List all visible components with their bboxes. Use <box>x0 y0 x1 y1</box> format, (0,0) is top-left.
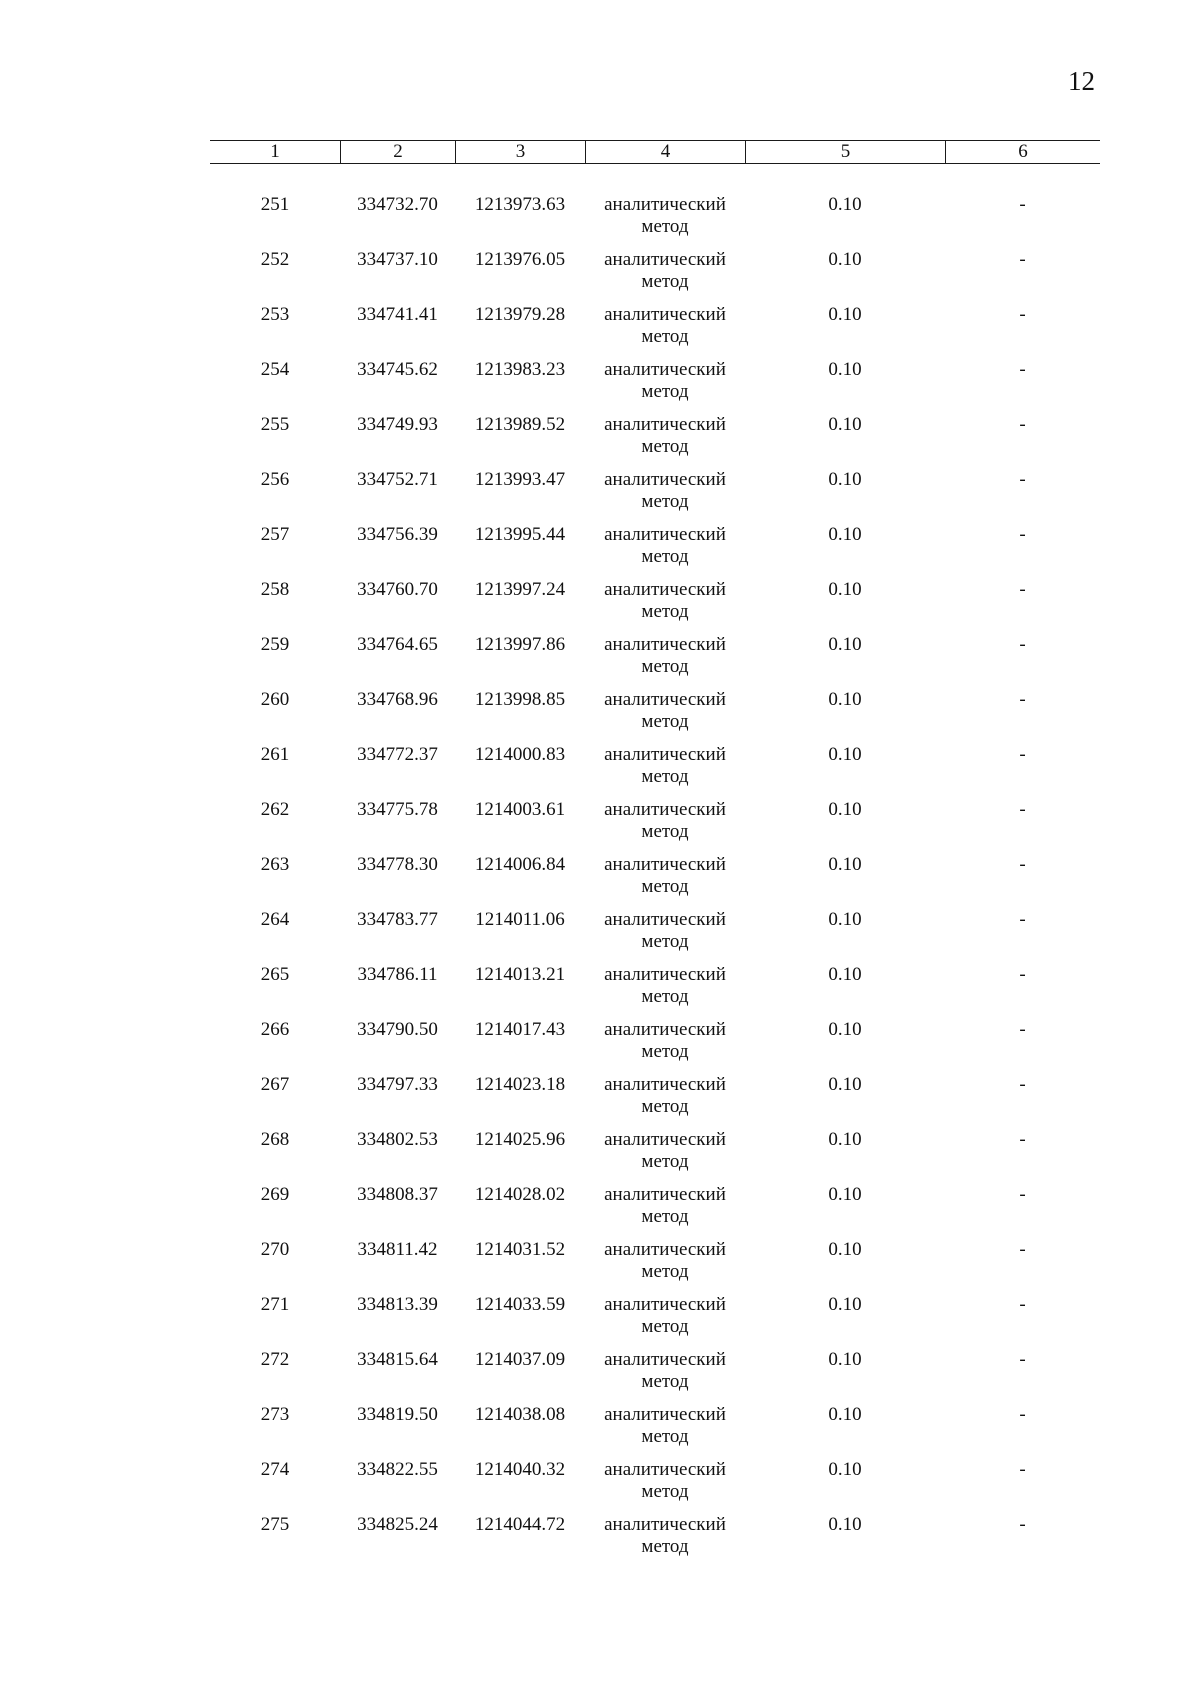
method-cell <box>585 689 745 733</box>
note-cell: - <box>1019 194 1026 215</box>
method-line-1: аналитический <box>604 1184 726 1205</box>
method-line-1: аналитический <box>604 304 726 325</box>
method-line-1: аналитический <box>604 964 726 985</box>
table-row <box>210 854 1100 909</box>
accuracy-value: 0.10 <box>828 1184 862 1205</box>
column-header-3: 3 <box>455 141 585 163</box>
table-row <box>210 359 1100 414</box>
method-line-1: аналитический <box>604 1514 726 1535</box>
table-row <box>210 799 1100 854</box>
accuracy-value: 0.10 <box>828 524 862 545</box>
method-cell <box>585 359 745 403</box>
coordinate-y: 1214003.61 <box>474 799 566 820</box>
coordinate-y: 1213983.23 <box>474 359 566 380</box>
table-row <box>210 1459 1100 1514</box>
table-row <box>210 744 1100 799</box>
method-line-1: аналитический <box>604 799 726 820</box>
coordinate-x: 334778.30 <box>357 854 438 875</box>
method-cell <box>585 469 745 513</box>
accuracy-value: 0.10 <box>828 854 862 875</box>
method-cell <box>585 1019 745 1063</box>
accuracy-value: 0.10 <box>828 1294 862 1315</box>
coordinate-x: 334732.70 <box>357 194 438 215</box>
row-number: 270 <box>260 1239 290 1260</box>
method-line-1: аналитический <box>604 689 726 710</box>
row-number: 269 <box>260 1184 290 1205</box>
note-cell: - <box>1019 1019 1026 1040</box>
row-number: 252 <box>260 249 290 270</box>
coordinate-y: 1214037.09 <box>474 1349 566 1370</box>
row-number: 256 <box>260 469 290 490</box>
method-line-2: метод <box>641 931 689 952</box>
table-row <box>210 964 1100 1019</box>
method-line-2: метод <box>641 1481 689 1502</box>
column-header-5: 5 <box>745 141 945 163</box>
coordinate-y: 1213993.47 <box>474 469 566 490</box>
coordinate-y: 1214023.18 <box>474 1074 566 1095</box>
method-line-2: метод <box>641 1316 689 1337</box>
column-header-6: 6 <box>945 141 1100 163</box>
method-line-2: метод <box>641 1096 689 1117</box>
note-cell: - <box>1019 1184 1026 1205</box>
method-line-2: метод <box>641 1151 689 1172</box>
row-number: 251 <box>260 194 290 215</box>
method-line-1: аналитический <box>604 469 726 490</box>
note-cell: - <box>1019 304 1026 325</box>
page-number: 12 <box>1068 66 1095 96</box>
coordinate-y: 1213973.63 <box>474 194 566 215</box>
coordinate-x: 334786.11 <box>357 964 438 985</box>
coordinate-y: 1213979.28 <box>474 304 566 325</box>
coordinate-x: 334802.53 <box>357 1129 438 1150</box>
method-cell <box>585 799 745 843</box>
row-number: 264 <box>260 909 290 930</box>
method-cell <box>585 194 745 238</box>
method-line-2: метод <box>641 1371 689 1392</box>
note-cell: - <box>1019 524 1026 545</box>
row-number: 261 <box>260 744 290 765</box>
coordinate-x: 334790.50 <box>357 1019 438 1040</box>
table-row <box>210 689 1100 744</box>
accuracy-value: 0.10 <box>828 634 862 655</box>
method-line-1: аналитический <box>604 1294 726 1315</box>
coordinate-x: 334815.64 <box>357 1349 438 1370</box>
table-row <box>210 1514 1100 1569</box>
method-line-1: аналитический <box>604 1404 726 1425</box>
accuracy-value: 0.10 <box>828 304 862 325</box>
coordinate-y: 1214013.21 <box>474 964 566 985</box>
note-cell: - <box>1019 964 1026 985</box>
table-header <box>210 140 1100 164</box>
method-line-1: аналитический <box>604 359 726 380</box>
row-number: 268 <box>260 1129 290 1150</box>
method-line-2: метод <box>641 546 689 567</box>
table-row <box>210 304 1100 359</box>
row-number: 255 <box>260 414 290 435</box>
method-line-1: аналитический <box>604 1074 726 1095</box>
method-cell <box>585 414 745 458</box>
row-number: 271 <box>260 1294 290 1315</box>
coordinate-x: 334819.50 <box>357 1404 438 1425</box>
accuracy-value: 0.10 <box>828 194 862 215</box>
method-cell <box>585 1239 745 1283</box>
method-line-1: аналитический <box>604 744 726 765</box>
method-line-1: аналитический <box>604 524 726 545</box>
method-line-2: метод <box>641 1041 689 1062</box>
method-cell <box>585 1349 745 1393</box>
method-cell <box>585 854 745 898</box>
method-line-1: аналитический <box>604 194 726 215</box>
table-row <box>210 634 1100 689</box>
row-number: 253 <box>260 304 290 325</box>
note-cell: - <box>1019 634 1026 655</box>
method-cell <box>585 579 745 623</box>
table-row <box>210 1349 1100 1404</box>
accuracy-value: 0.10 <box>828 469 862 490</box>
accuracy-value: 0.10 <box>828 744 862 765</box>
accuracy-value: 0.10 <box>828 689 862 710</box>
method-line-2: метод <box>641 1426 689 1447</box>
row-number: 260 <box>260 689 290 710</box>
accuracy-value: 0.10 <box>828 414 862 435</box>
note-cell: - <box>1019 1129 1026 1150</box>
method-line-1: аналитический <box>604 1129 726 1150</box>
coordinate-y: 1214028.02 <box>474 1184 566 1205</box>
note-cell: - <box>1019 1074 1026 1095</box>
method-cell <box>585 1459 745 1503</box>
accuracy-value: 0.10 <box>828 1019 862 1040</box>
method-line-1: аналитический <box>604 1349 726 1370</box>
method-line-2: метод <box>641 216 689 237</box>
coordinate-x: 334775.78 <box>357 799 438 820</box>
accuracy-value: 0.10 <box>828 909 862 930</box>
note-cell: - <box>1019 1239 1026 1260</box>
method-line-2: метод <box>641 986 689 1007</box>
accuracy-value: 0.10 <box>828 249 862 270</box>
table-row <box>210 469 1100 524</box>
row-number: 265 <box>260 964 290 985</box>
table-row <box>210 1404 1100 1459</box>
accuracy-value: 0.10 <box>828 1349 862 1370</box>
accuracy-value: 0.10 <box>828 359 862 380</box>
method-line-2: метод <box>641 436 689 457</box>
method-line-1: аналитический <box>604 249 726 270</box>
table-row <box>210 1239 1100 1294</box>
coordinate-x: 334756.39 <box>357 524 438 545</box>
method-line-1: аналитический <box>604 1459 726 1480</box>
method-line-2: метод <box>641 1536 689 1557</box>
column-header-4: 4 <box>585 141 745 163</box>
accuracy-value: 0.10 <box>828 964 862 985</box>
accuracy-value: 0.10 <box>828 1514 862 1535</box>
coordinate-y: 1213976.05 <box>474 249 566 270</box>
method-cell <box>585 909 745 953</box>
coordinate-y: 1214017.43 <box>474 1019 566 1040</box>
coordinate-x: 334825.24 <box>357 1514 438 1535</box>
row-number: 273 <box>260 1404 290 1425</box>
coordinate-x: 334764.65 <box>357 634 438 655</box>
accuracy-value: 0.10 <box>828 799 862 820</box>
note-cell: - <box>1019 1349 1026 1370</box>
table-row <box>210 1294 1100 1349</box>
table-row <box>210 249 1100 304</box>
method-line-2: метод <box>641 766 689 787</box>
coordinate-y: 1214006.84 <box>474 854 566 875</box>
coordinate-y: 1214011.06 <box>475 909 565 930</box>
note-cell: - <box>1019 579 1026 600</box>
row-number: 266 <box>260 1019 290 1040</box>
method-line-1: аналитический <box>604 909 726 930</box>
row-number: 275 <box>260 1514 290 1535</box>
method-cell <box>585 1294 745 1338</box>
coordinate-y: 1214000.83 <box>474 744 566 765</box>
method-line-2: метод <box>641 821 689 842</box>
coordinate-y: 1214040.32 <box>474 1459 566 1480</box>
note-cell: - <box>1019 909 1026 930</box>
column-header-2: 2 <box>340 141 455 163</box>
method-line-1: аналитический <box>604 414 726 435</box>
method-cell <box>585 1404 745 1448</box>
coordinate-x: 334749.93 <box>357 414 438 435</box>
coordinate-y: 1214031.52 <box>474 1239 566 1260</box>
note-cell: - <box>1019 1459 1026 1480</box>
row-number: 267 <box>260 1074 290 1095</box>
coordinate-x: 334737.10 <box>357 249 438 270</box>
method-line-1: аналитический <box>604 579 726 600</box>
note-cell: - <box>1019 854 1026 875</box>
table-row <box>210 579 1100 634</box>
accuracy-value: 0.10 <box>828 1239 862 1260</box>
coordinate-x: 334760.70 <box>357 579 438 600</box>
coordinate-x: 334772.37 <box>357 744 438 765</box>
note-cell: - <box>1019 1404 1026 1425</box>
method-cell <box>585 1129 745 1173</box>
table-row <box>210 414 1100 469</box>
method-line-2: метод <box>641 1206 689 1227</box>
coordinate-x: 334752.71 <box>357 469 438 490</box>
coordinate-x: 334811.42 <box>357 1239 438 1260</box>
table-row <box>210 524 1100 579</box>
method-line-2: метод <box>641 491 689 512</box>
table-row <box>210 1129 1100 1184</box>
table-row <box>210 1184 1100 1239</box>
table-row <box>210 1019 1100 1074</box>
row-number: 258 <box>260 579 290 600</box>
coordinate-x: 334797.33 <box>357 1074 438 1095</box>
method-cell <box>585 964 745 1008</box>
coordinate-x: 334768.96 <box>357 689 438 710</box>
coordinate-y: 1213997.24 <box>474 579 566 600</box>
row-number: 272 <box>260 1349 290 1370</box>
coordinate-y: 1214033.59 <box>474 1294 566 1315</box>
method-cell <box>585 1184 745 1228</box>
method-line-1: аналитический <box>604 1239 726 1260</box>
coordinate-y: 1213995.44 <box>474 524 566 545</box>
accuracy-value: 0.10 <box>828 579 862 600</box>
row-number: 274 <box>260 1459 290 1480</box>
method-cell <box>585 304 745 348</box>
method-cell <box>585 1074 745 1118</box>
method-line-2: метод <box>641 326 689 347</box>
coordinate-y: 1214025.96 <box>474 1129 566 1150</box>
method-line-2: метод <box>641 271 689 292</box>
coordinate-y: 1214044.72 <box>474 1514 566 1535</box>
note-cell: - <box>1019 744 1026 765</box>
method-cell <box>585 524 745 568</box>
coordinate-x: 334808.37 <box>357 1184 438 1205</box>
row-number: 257 <box>260 524 290 545</box>
note-cell: - <box>1019 689 1026 710</box>
method-line-2: метод <box>641 601 689 622</box>
method-cell <box>585 249 745 293</box>
coordinate-y: 1213989.52 <box>474 414 566 435</box>
method-line-1: аналитический <box>604 854 726 875</box>
table-row <box>210 194 1100 249</box>
method-cell <box>585 744 745 788</box>
note-cell: - <box>1019 1514 1026 1535</box>
method-line-2: метод <box>641 656 689 677</box>
accuracy-value: 0.10 <box>828 1459 862 1480</box>
row-number: 263 <box>260 854 290 875</box>
coordinate-y: 1213997.86 <box>474 634 566 655</box>
method-cell <box>585 1514 745 1558</box>
coordinate-x: 334741.41 <box>357 304 438 325</box>
note-cell: - <box>1019 249 1026 270</box>
table-row <box>210 1074 1100 1129</box>
note-cell: - <box>1019 414 1026 435</box>
coordinate-x: 334783.77 <box>357 909 438 930</box>
table-row <box>210 909 1100 964</box>
coordinate-x: 334822.55 <box>357 1459 438 1480</box>
method-line-1: аналитический <box>604 1019 726 1040</box>
method-line-1: аналитический <box>604 634 726 655</box>
note-cell: - <box>1019 799 1026 820</box>
method-line-2: метод <box>641 1261 689 1282</box>
coordinate-y: 1213998.85 <box>474 689 566 710</box>
row-number: 259 <box>260 634 290 655</box>
coordinate-x: 334813.39 <box>357 1294 438 1315</box>
table-body <box>210 194 1100 1569</box>
note-cell: - <box>1019 469 1026 490</box>
accuracy-value: 0.10 <box>828 1129 862 1150</box>
row-number: 262 <box>260 799 290 820</box>
method-line-2: метод <box>641 711 689 732</box>
note-cell: - <box>1019 1294 1026 1315</box>
coordinate-x: 334745.62 <box>357 359 438 380</box>
accuracy-value: 0.10 <box>828 1074 862 1095</box>
accuracy-value: 0.10 <box>828 1404 862 1425</box>
row-number: 254 <box>260 359 290 380</box>
column-header-1: 1 <box>270 141 280 162</box>
coordinate-y: 1214038.08 <box>474 1404 566 1425</box>
note-cell: - <box>1019 359 1026 380</box>
method-line-2: метод <box>641 381 689 402</box>
method-cell <box>585 634 745 678</box>
method-line-2: метод <box>641 876 689 897</box>
